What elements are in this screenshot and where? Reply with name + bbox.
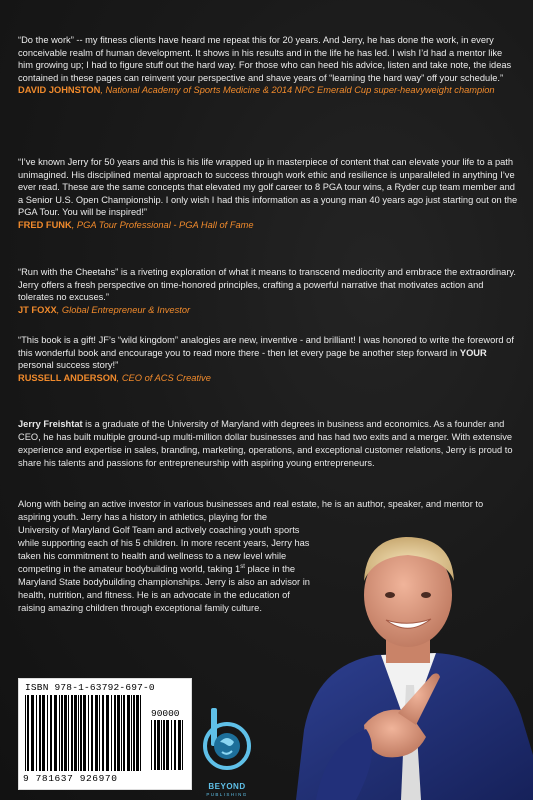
testimonial-author-title: CEO of ACS Creative xyxy=(121,372,211,383)
barcode-bar xyxy=(78,695,79,771)
barcode-bar xyxy=(42,695,45,771)
isbn-number: ISBN 978-1-63792-697-0 xyxy=(25,682,155,693)
barcode-bar xyxy=(95,695,98,771)
barcode-bar xyxy=(64,695,67,771)
barcode-bar xyxy=(54,695,57,771)
testimonial-author-title: Global Entrepreneur & Investor xyxy=(61,304,191,315)
barcode-bar xyxy=(71,695,73,771)
testimonial-jt-foxx: “Run with the Cheetahs” is a riveting exploration of what it means to transcend mediocrity and embrace the extraordinary. Jerry offers a fresh perspective on time-honored principles, crafting a powerful narrative that motivates action and tolerates no excuses.” JT FOXX, Global Entrepreneur & Investor xyxy=(18,266,518,316)
testimonial-author-title: National Academy of Sports Medicine & 2014 NPC Emerald Cup super-heavyweight champion xyxy=(105,85,495,96)
barcode-bar xyxy=(25,695,26,771)
barcode-bar xyxy=(59,695,60,771)
barcode-bar xyxy=(163,720,165,770)
barcode-bar xyxy=(136,695,139,771)
publisher-subtitle: PUBLISHING xyxy=(206,792,248,797)
testimonial-author: FRED FUNK xyxy=(18,219,72,230)
barcode-bar xyxy=(178,720,181,770)
author-name: Jerry Freishtat xyxy=(18,419,83,429)
barcode-bar xyxy=(31,695,34,771)
barcode-bar xyxy=(80,695,82,771)
barcode-bar xyxy=(27,695,29,771)
barcode-bar xyxy=(47,695,48,771)
testimonial-text: “I’ve known Jerry for 50 years and this is his life wrapped up in masterpiece of content that can elevate your life to a path unimagined. His disciplined mental approach to success through work ethic and resilience is unparalleled in anything I’ve ever read. These are the same concepts that elevated my golf career to 8 PGA tour wins, a Ryder cup team member and a Senior U.S. Open Championship. I only wish I had this information as a young man 40 years ago just starting out on the PGA Tour. You will be inspired!” xyxy=(18,157,518,218)
barcode-bar xyxy=(131,695,132,771)
barcode-bar xyxy=(154,720,156,770)
author-bio-paragraph-2: Along with being an active investor in various businesses and real estate, he is an author, speaker, and mentor to aspiring youth. Jerry has a history in athletics, playing for the University of Maryland Golf Team and actively coaching youth sports while supporting each of his 5 children. In more recent years, Jerry has taken his commitment to health and wellness to a new level while competing in the amateur bodybuilding world, taking 1st place in the Maryland State bodybuilding championships. Jerry is also an advisor in health, nutrition, and fitness. He is an advocate in the education of raising amazing children through exceptional family culture. xyxy=(18,499,484,613)
barcode-bar xyxy=(50,695,52,771)
testimonial-text: “Run with the Cheetahs” is a riveting exploration of what it means to transcend mediocrity and embrace the extraordinary. Jerry offers a fresh perspective on time-honored principles, crafting a powerful narrative that motivates action and tolerates no excuses.” xyxy=(18,267,516,303)
barcode-bar xyxy=(88,695,89,771)
testimonial-russell-anderson: “This book is a gift! JF’s “wild kingdom” analogies are new, inventive - and brilliant! I was honored to write the foreword of this wonderful book and encourage you to read more there - then let every page be another step forward in YOUR personal success story!” RUSSELL ANDERSON, CEO of ACS Creative xyxy=(18,334,518,384)
barcode-price-code: 90000 xyxy=(151,708,180,719)
testimonial-text: “This book is a gift! JF’s “wild kingdom” analogies are new, inventive - and brilliant! I was honored to write the foreword of this wonderful book and encourage you to read more there - then let every page be another step forward in YOUR personal success story!” xyxy=(18,335,514,371)
barcode-bar xyxy=(140,695,141,771)
testimonial-author: DAVID JOHNSTON xyxy=(18,85,101,96)
testimonial-fred-funk: “I’ve known Jerry for 50 years and this is his life wrapped up in masterpiece of content that can elevate your life to a path unimagined. His disciplined mental approach to success through work ethic and resilience is unparalleled in anything I’ve ever read. These are the same concepts that elevated my golf career to 8 PGA tour wins, a Ryder cup team member and a Senior U.S. Open Championship. I only wish I had this information as a young man 40 years ago just starting out on the PGA Tour. You will be inspired!” FRED FUNK, PGA Tour Professional - PGA Hall of Fame xyxy=(18,157,518,230)
barcode-bar xyxy=(133,695,135,771)
barcode-bar xyxy=(117,695,120,771)
barcode-bar xyxy=(151,720,152,770)
barcode-bar xyxy=(102,695,104,771)
barcode-bar xyxy=(161,720,162,770)
testimonial-david-johnston: “Do the work” -- my fitness clients have heard me repeat this for 20 years. And Jerry, he has done the work, in every conceivable realm of human development. It shows in his results and in the life he has led. I wish I’d had a mentor like him growing up; I had to figure stuff out the hard way. For those who can heed his advice, listen and take note, the ideas contained in these pages can reinvent your perspective and shave years of “learning the hard way” off your schedule.” DAVID JOHNSTON, National Academy of Sports Medicine & 2014 NPC Emerald Cup super-heavyweight champion xyxy=(18,34,518,97)
testimonial-text: “Do the work” -- my fitness clients have heard me repeat this for 20 years. And Jerry, he has done the work, in every conceivable realm of human development. It shows in his results and in the life he has led. I wish I’d had a mentor like him growing up; I had to figure stuff out the hard way. For those who can heed his advice, listen and take note, the ideas contained in these pages can reinvent your perspective and shave years of “learning the hard way” off your schedule.” xyxy=(18,35,512,83)
barcode-bar xyxy=(106,695,109,771)
barcode-bar xyxy=(171,720,172,770)
barcode-bar xyxy=(174,720,176,770)
author-bio-paragraph-1: Jerry Freishtat is a graduate of the University of Maryland with degrees in business and economics. As a founder and CEO, he has built multiple ground-up multi-million dollar businesses and has had two exits and a merger. With extensive experience and expertise in sales, branding, marketing, operations, and exceptional customer relations, Jerry is proud to share his talents and passions for entrepreneurship with aspiring young entrepreneurs. xyxy=(18,419,513,468)
barcode-bar xyxy=(61,695,63,771)
barcode-bar xyxy=(91,695,93,771)
author-photo xyxy=(286,515,533,800)
barcode-bar xyxy=(83,695,86,771)
barcode-digits: 9 781637 926970 xyxy=(23,773,118,784)
barcode-bar xyxy=(111,695,112,771)
barcode-bar xyxy=(157,720,160,770)
barcode-bar xyxy=(114,695,116,771)
barcode-bar xyxy=(166,720,169,770)
testimonial-author: JT FOXX xyxy=(18,304,57,315)
testimonial-author: RUSSELL ANDERSON xyxy=(18,372,117,383)
barcode-bar xyxy=(74,695,77,771)
barcode-bar xyxy=(182,720,183,770)
barcode-bar xyxy=(68,695,69,771)
barcode-bar xyxy=(36,695,37,771)
publisher-name: BEYOND xyxy=(208,782,246,791)
barcode-bar xyxy=(121,695,122,771)
testimonial-author-title: PGA Tour Professional - PGA Hall of Fame xyxy=(76,219,254,230)
barcode-bars xyxy=(25,695,145,773)
barcode-bar xyxy=(99,695,100,771)
barcode-bar xyxy=(39,695,41,771)
barcode-bar xyxy=(123,695,125,771)
barcode-bar xyxy=(127,695,130,771)
barcode-addon-bars xyxy=(151,720,185,773)
isbn-barcode xyxy=(18,678,192,790)
